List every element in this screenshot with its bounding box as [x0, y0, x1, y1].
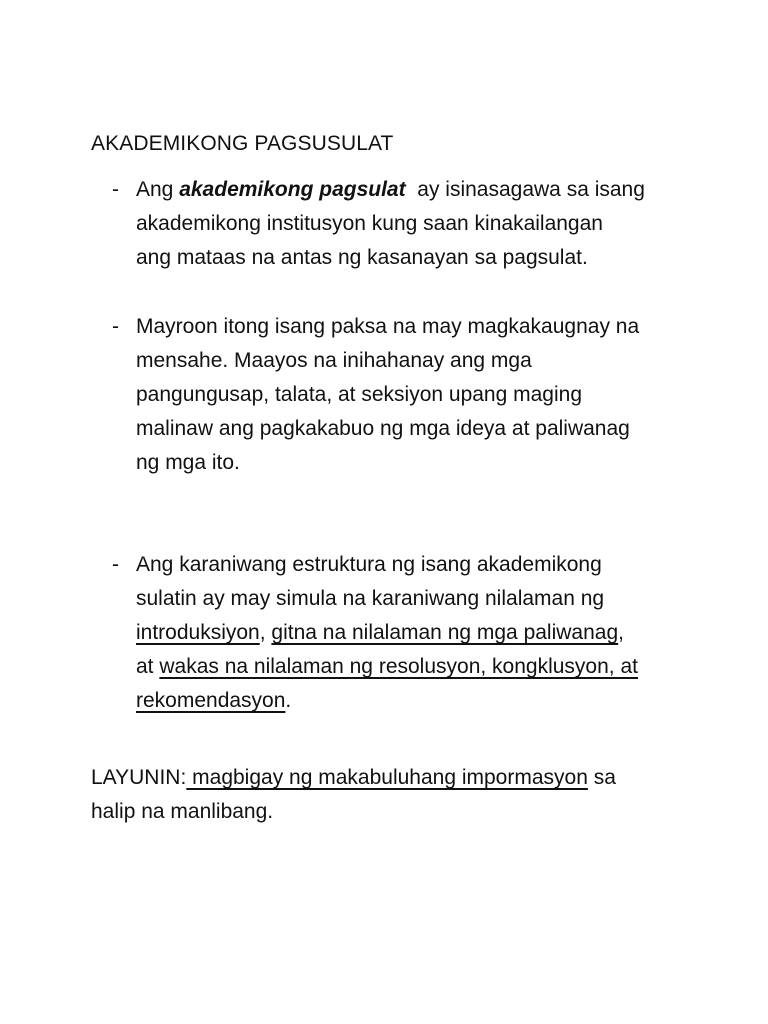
- list-item: [112, 173, 692, 275]
- text-line: Mayroon itong isang paksa na may magkakaugnay na: [136, 315, 640, 338]
- bullet-dash: -: [112, 315, 119, 338]
- text-line: [136, 684, 692, 718]
- objective-label: LAYUNIN:: [91, 766, 187, 789]
- text-run: .: [285, 689, 292, 712]
- list-item: [112, 310, 692, 480]
- text-line: [136, 650, 692, 684]
- text-run: Ang: [136, 178, 180, 201]
- list-item-text: [136, 548, 692, 718]
- bullet-dash: -: [112, 553, 119, 576]
- emphasized-term: akademikong pagsulat: [179, 178, 406, 201]
- text-line: Ang karaniwang estruktura ng isang akademikong: [136, 553, 602, 576]
- text-line: sulatin ay may simula na karaniwang nilalaman ng: [136, 587, 605, 610]
- underlined-term: gitna na nilalaman ng mga paliwanag: [271, 621, 619, 644]
- text-run: ,: [618, 621, 624, 644]
- underlined-term: rekomendasyon: [136, 689, 286, 712]
- underlined-term: introduksiyon: [136, 621, 260, 644]
- underlined-term: wakas na nilalaman ng resolusyon, kongklusyon, at: [159, 655, 638, 678]
- text-run: ay isinasagawa sa isang: [405, 178, 645, 201]
- text-run: sa: [587, 766, 616, 789]
- page-title: AKADEMIKONG PAGSUSULAT: [91, 132, 394, 155]
- list-item: [112, 548, 692, 718]
- text-line: halip na manlibang.: [91, 800, 274, 823]
- text-line: mensahe. Maayos na inihahanay ang mga: [136, 349, 532, 372]
- text-line: ng mga ito.: [136, 451, 240, 474]
- list-item-text: [136, 173, 692, 275]
- bullet-dash: -: [112, 178, 119, 201]
- text-line: malinaw ang pagkakabuo ng mga ideya at paliwanag: [136, 417, 630, 440]
- text-line: pangungusap, talata, at seksiyon upang maging: [136, 383, 582, 406]
- text-run: at: [136, 655, 160, 678]
- list-item-text: [136, 310, 692, 480]
- text-line: akademikong institusyon kung saan kinakailangan: [136, 212, 603, 235]
- text-line: ang mataas na antas ng kasanayan sa pagsulat.: [136, 246, 588, 269]
- objective-paragraph: [91, 761, 691, 829]
- text-line: [91, 761, 691, 795]
- underlined-term: magbigay ng makabuluhang impormasyon: [186, 766, 588, 789]
- text-run: ,: [259, 621, 272, 644]
- text-line: [136, 173, 692, 207]
- text-line: [136, 616, 692, 650]
